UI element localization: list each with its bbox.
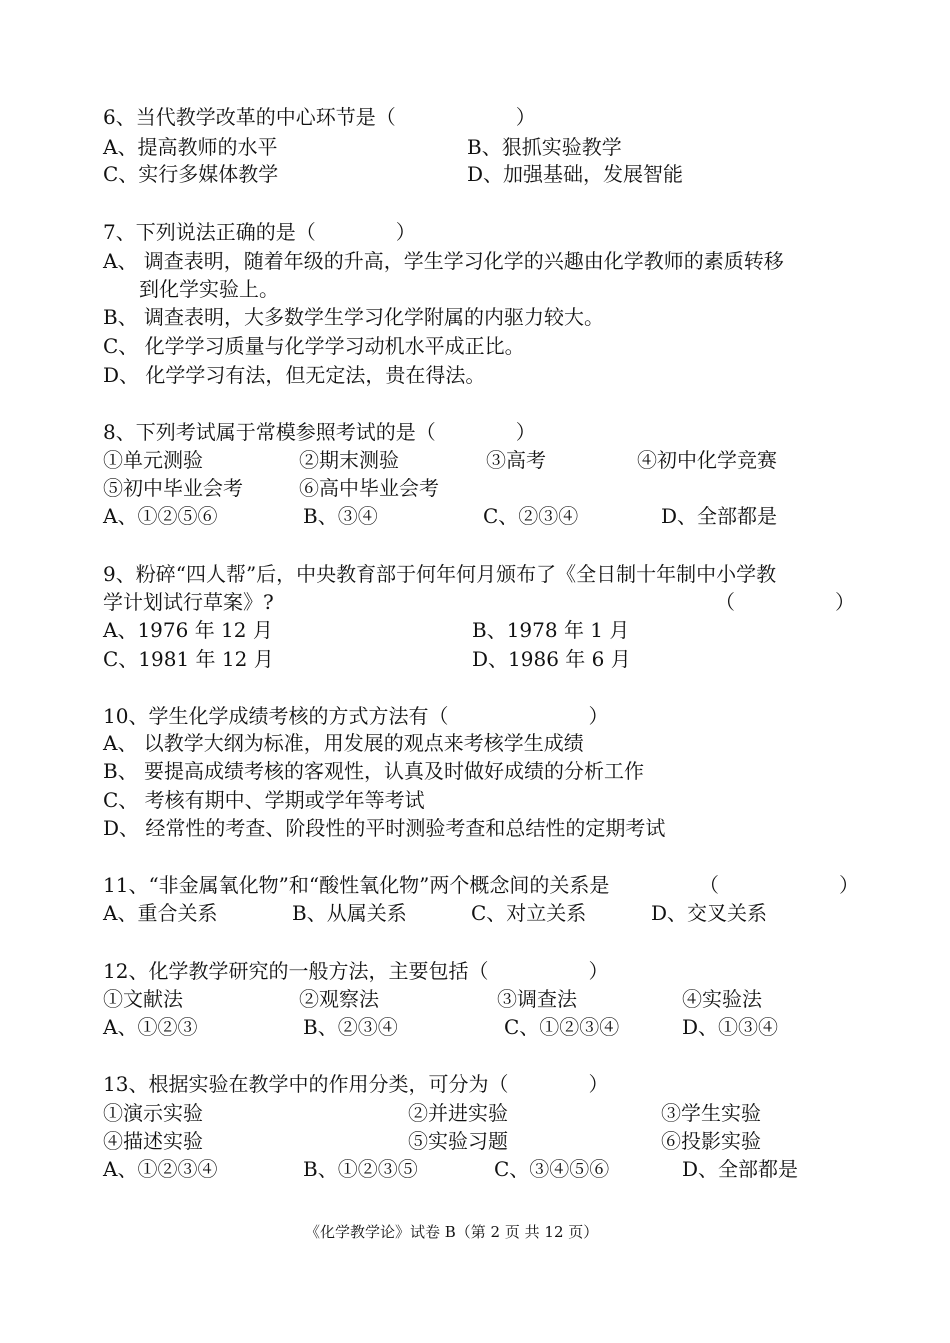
question-13-option-b: B、①②③⑤ bbox=[303, 1157, 418, 1181]
question-7-option-a: A、 调查表明，随着年级的升高，学生学习化学的兴趣由化学教师的素质转移 bbox=[103, 249, 784, 273]
question-13-item-6: ⑥投影实验 bbox=[661, 1129, 761, 1153]
question-11-option-a: A、重合关系 bbox=[103, 901, 218, 925]
question-8-item-4: ④初中化学竞赛 bbox=[637, 448, 777, 472]
question-11-option-c: C、对立关系 bbox=[471, 901, 587, 925]
question-12-option-c: C、①②③④ bbox=[504, 1015, 620, 1039]
question-9-option-a: A、1976 年 12 月 bbox=[103, 618, 273, 642]
question-6-option-a: A、提高教师的水平 bbox=[103, 135, 278, 159]
question-8-stem: 8、下列考试属于常模参照考试的是（ ） bbox=[103, 420, 536, 444]
question-8-option-c: C、②③④ bbox=[483, 504, 579, 528]
question-7-option-d: D、 化学学习有法，但无定法，贵在得法。 bbox=[103, 363, 486, 387]
question-8-item-3: ③高考 bbox=[486, 448, 546, 472]
question-12-item-4: ④实验法 bbox=[682, 987, 762, 1011]
question-10-option-b: B、 要提高成绩考核的客观性，认真及时做好成绩的分析工作 bbox=[103, 759, 645, 783]
question-12-option-a: A、①②③ bbox=[103, 1015, 198, 1039]
question-6-option-c: C、实行多媒体教学 bbox=[103, 162, 279, 186]
question-10-option-a: A、 以教学大纲为标准，用发展的观点来考核学生成绩 bbox=[103, 731, 584, 755]
question-6-option-d: D、加强基础，发展智能 bbox=[467, 162, 684, 186]
question-13-option-c: C、③④⑤⑥ bbox=[494, 1157, 610, 1181]
question-6-stem: 6、当代教学改革的中心环节是（ ） bbox=[103, 105, 536, 129]
page-footer: 《化学教学论》试卷 B（第 2 页 共 12 页） bbox=[305, 1223, 599, 1241]
question-9-stem: 9、粉碎“四人帮”后，中央教育部于何年何月颁布了《全日制十年制中小学教 bbox=[103, 562, 777, 586]
question-13-item-3: ③学生实验 bbox=[661, 1101, 761, 1125]
question-13-option-a: A、①②③④ bbox=[103, 1157, 218, 1181]
question-9-stem-cont: 学计划试行草案》? bbox=[103, 590, 274, 614]
question-13-item-2: ②并进实验 bbox=[408, 1101, 508, 1125]
question-7-stem: 7、下列说法正确的是（ ） bbox=[103, 220, 416, 244]
question-12-option-b: B、②③④ bbox=[303, 1015, 398, 1039]
question-13-item-5: ⑤实验习题 bbox=[408, 1129, 508, 1153]
question-8-item-2: ②期末测验 bbox=[299, 448, 399, 472]
question-10-stem: 10、学生化学成绩考核的方式方法有（ ） bbox=[103, 704, 609, 728]
question-8-item-6: ⑥高中毕业会考 bbox=[299, 476, 439, 500]
question-9-answer-blank: （ ） bbox=[715, 590, 855, 614]
question-11-stem: 11、“非金属氧化物”和“酸性氧化物”两个概念间的关系是 bbox=[103, 873, 610, 897]
question-7-option-c: C、 化学学习质量与化学学习动机水平成正比。 bbox=[103, 334, 525, 358]
question-7-option-b: B、 调查表明，大多数学生学习化学附属的内驱力较大。 bbox=[103, 305, 605, 329]
question-13-item-1: ①演示实验 bbox=[103, 1101, 203, 1125]
question-8-option-a: A、①②⑤⑥ bbox=[103, 504, 218, 528]
question-11-option-b: B、从属关系 bbox=[292, 901, 407, 925]
question-10-option-d: D、 经常性的考查、阶段性的平时测验考查和总结性的定期考试 bbox=[103, 816, 666, 840]
question-7-option-a-cont: 到化学实验上。 bbox=[139, 277, 279, 301]
question-6-option-b: B、狠抓实验教学 bbox=[467, 135, 622, 159]
question-8-option-d: D、全部都是 bbox=[661, 504, 778, 528]
question-11-option-d: D、交叉关系 bbox=[651, 901, 768, 925]
question-13-option-d: D、全部都是 bbox=[682, 1157, 799, 1181]
question-13-item-4: ④描述实验 bbox=[103, 1129, 203, 1153]
question-13-stem: 13、根据实验在教学中的作用分类，可分为（ ） bbox=[103, 1072, 609, 1096]
question-9-option-b: B、1978 年 1 月 bbox=[472, 618, 630, 642]
question-12-item-3: ③调查法 bbox=[497, 987, 577, 1011]
question-9-option-c: C、1981 年 12 月 bbox=[103, 647, 274, 671]
question-12-item-1: ①文献法 bbox=[103, 987, 183, 1011]
question-9-option-d: D、1986 年 6 月 bbox=[472, 647, 631, 671]
question-10-option-c: C、 考核有期中、学期或学年等考试 bbox=[103, 788, 425, 812]
question-11-answer-blank: （ ） bbox=[699, 873, 859, 897]
question-12-item-2: ②观察法 bbox=[299, 987, 379, 1011]
question-12-stem: 12、化学教学研究的一般方法，主要包括（ ） bbox=[103, 959, 609, 983]
question-8-item-5: ⑤初中毕业会考 bbox=[103, 476, 243, 500]
question-12-option-d: D、①③④ bbox=[682, 1015, 779, 1039]
question-8-option-b: B、③④ bbox=[303, 504, 378, 528]
question-8-item-1: ①单元测验 bbox=[103, 448, 203, 472]
